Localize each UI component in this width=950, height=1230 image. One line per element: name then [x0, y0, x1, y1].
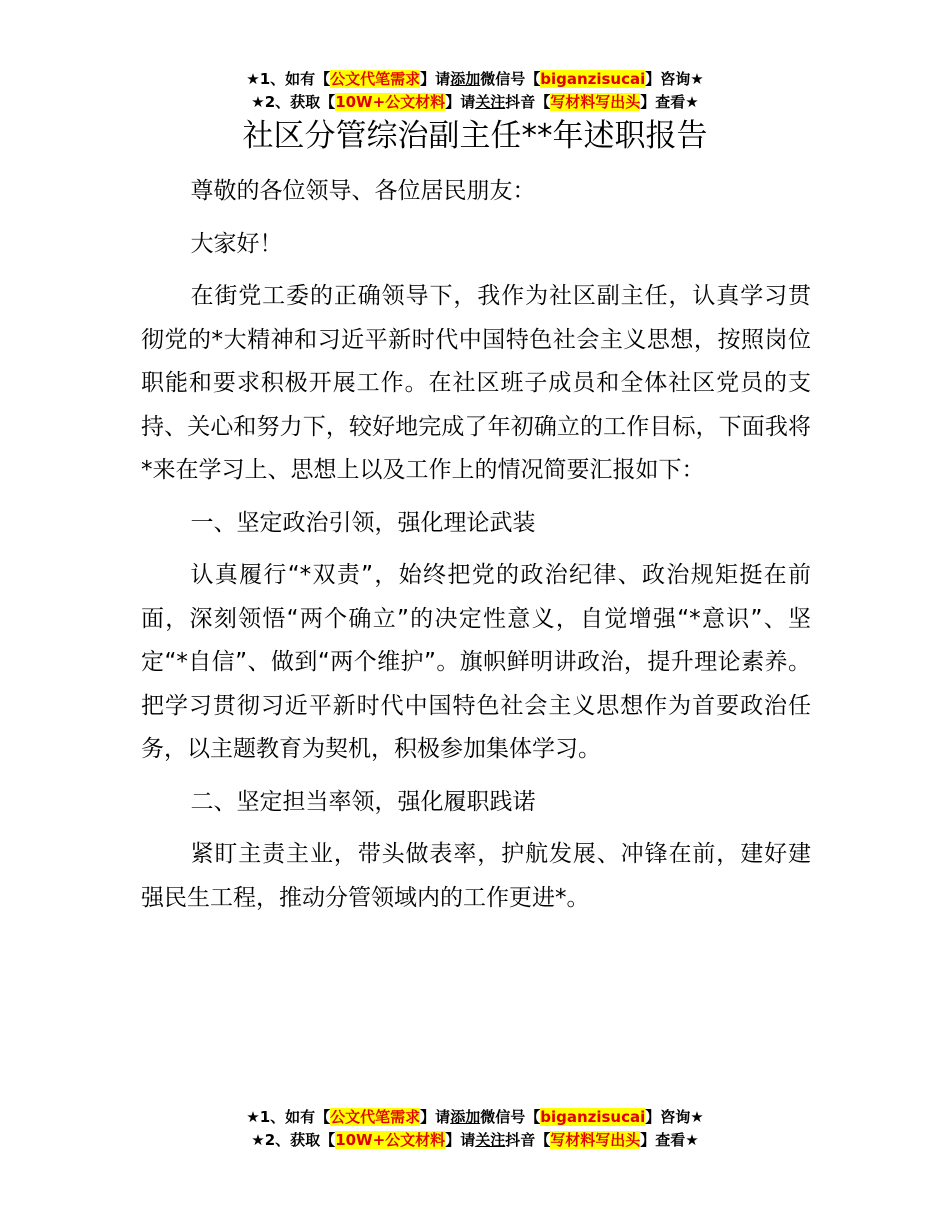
greeting: 大家好！ [190, 230, 283, 257]
banner-text: 抖音【 [505, 1131, 551, 1149]
banner-text: ★2、获取【 [251, 1131, 336, 1149]
banner-underlined: 添加 [450, 1108, 481, 1126]
banner-text: ★1、如有【 [246, 1108, 331, 1126]
banner-line-2 [0, 1129, 950, 1152]
footer-banner [0, 1106, 950, 1152]
header-banner [0, 68, 950, 114]
banner-highlight: 10W+公文材料 [335, 1131, 446, 1149]
document-body [141, 170, 811, 929]
banner-text: 抖音【 [505, 93, 551, 111]
banner-text: 】查看★ [640, 93, 699, 111]
section-heading: 一、坚定政治引领，强化理论武装 [190, 509, 536, 536]
banner-line-1 [0, 1106, 950, 1129]
banner-text: 】查看★ [640, 1131, 699, 1149]
banner-text: 】请 [420, 70, 451, 88]
banner-highlight: 公文代笔需求 [330, 1108, 421, 1126]
banner-text: 微信号【 [480, 70, 541, 88]
banner-highlight: biganzisucai [540, 70, 646, 88]
banner-highlight: biganzisucai [540, 1108, 646, 1126]
banner-text: 】咨询★ [645, 1108, 704, 1126]
banner-underlined: 添加 [450, 70, 481, 88]
banner-line-2 [0, 91, 950, 114]
document-title: 社区分管综治副主任**年述职报告 [242, 118, 708, 154]
banner-text: 】请 [445, 93, 476, 111]
body-paragraph: 紧盯主责主业，带头做表率，护航发展、冲锋在前，建好建强民生工程，推动分管领域内的工作更进*。 [141, 841, 811, 911]
salutation: 尊敬的各位领导、各位居民朋友： [190, 178, 536, 204]
banner-text: 】请 [420, 1108, 451, 1126]
banner-text: ★1、如有【 [246, 70, 331, 88]
banner-text: 】咨询★ [645, 70, 704, 88]
banner-underlined: 关注 [475, 93, 506, 111]
banner-text: ★2、获取【 [251, 93, 336, 111]
body-paragraph: 在街党工委的正确领导下，我作为社区副主任，认真学习贯彻党的*大精神和习近平新时代中国特色社会主义思想，按照岗位职能和要求积极开展工作。在社区班子成员和全体社区党员的支持、关心和努力下，较好地完成了年初确立的工作目标，下面我将*来在学习上、思想上以及工作上的情况简要汇报如下： [141, 283, 811, 483]
banner-highlight: 写材料写出头 [550, 93, 641, 111]
banner-highlight: 10W+公文材料 [335, 93, 446, 111]
banner-highlight: 公文代笔需求 [330, 70, 421, 88]
banner-highlight: 写材料写出头 [550, 1131, 641, 1149]
banner-text: 】请 [445, 1131, 476, 1149]
banner-text: 微信号【 [480, 1108, 541, 1126]
body-paragraph: 认真履行“*双责”，始终把党的政治纪律、政治规矩挺在前面，深刻领悟“两个确立”的决定性意义，自觉增强“*意识”、坚定“*自信”、做到“两个维护”。旗帜鲜明讲政治，提升理论素养。把学习贯彻习近平新时代中国特色社会主义思想作为首要政治任务，以主题教育为契机，积极参加集体学习。 [141, 562, 811, 762]
banner-underlined: 关注 [475, 1131, 506, 1149]
banner-line-1 [0, 68, 950, 91]
section-heading: 二、坚定担当率领，强化履职践诺 [190, 788, 536, 815]
